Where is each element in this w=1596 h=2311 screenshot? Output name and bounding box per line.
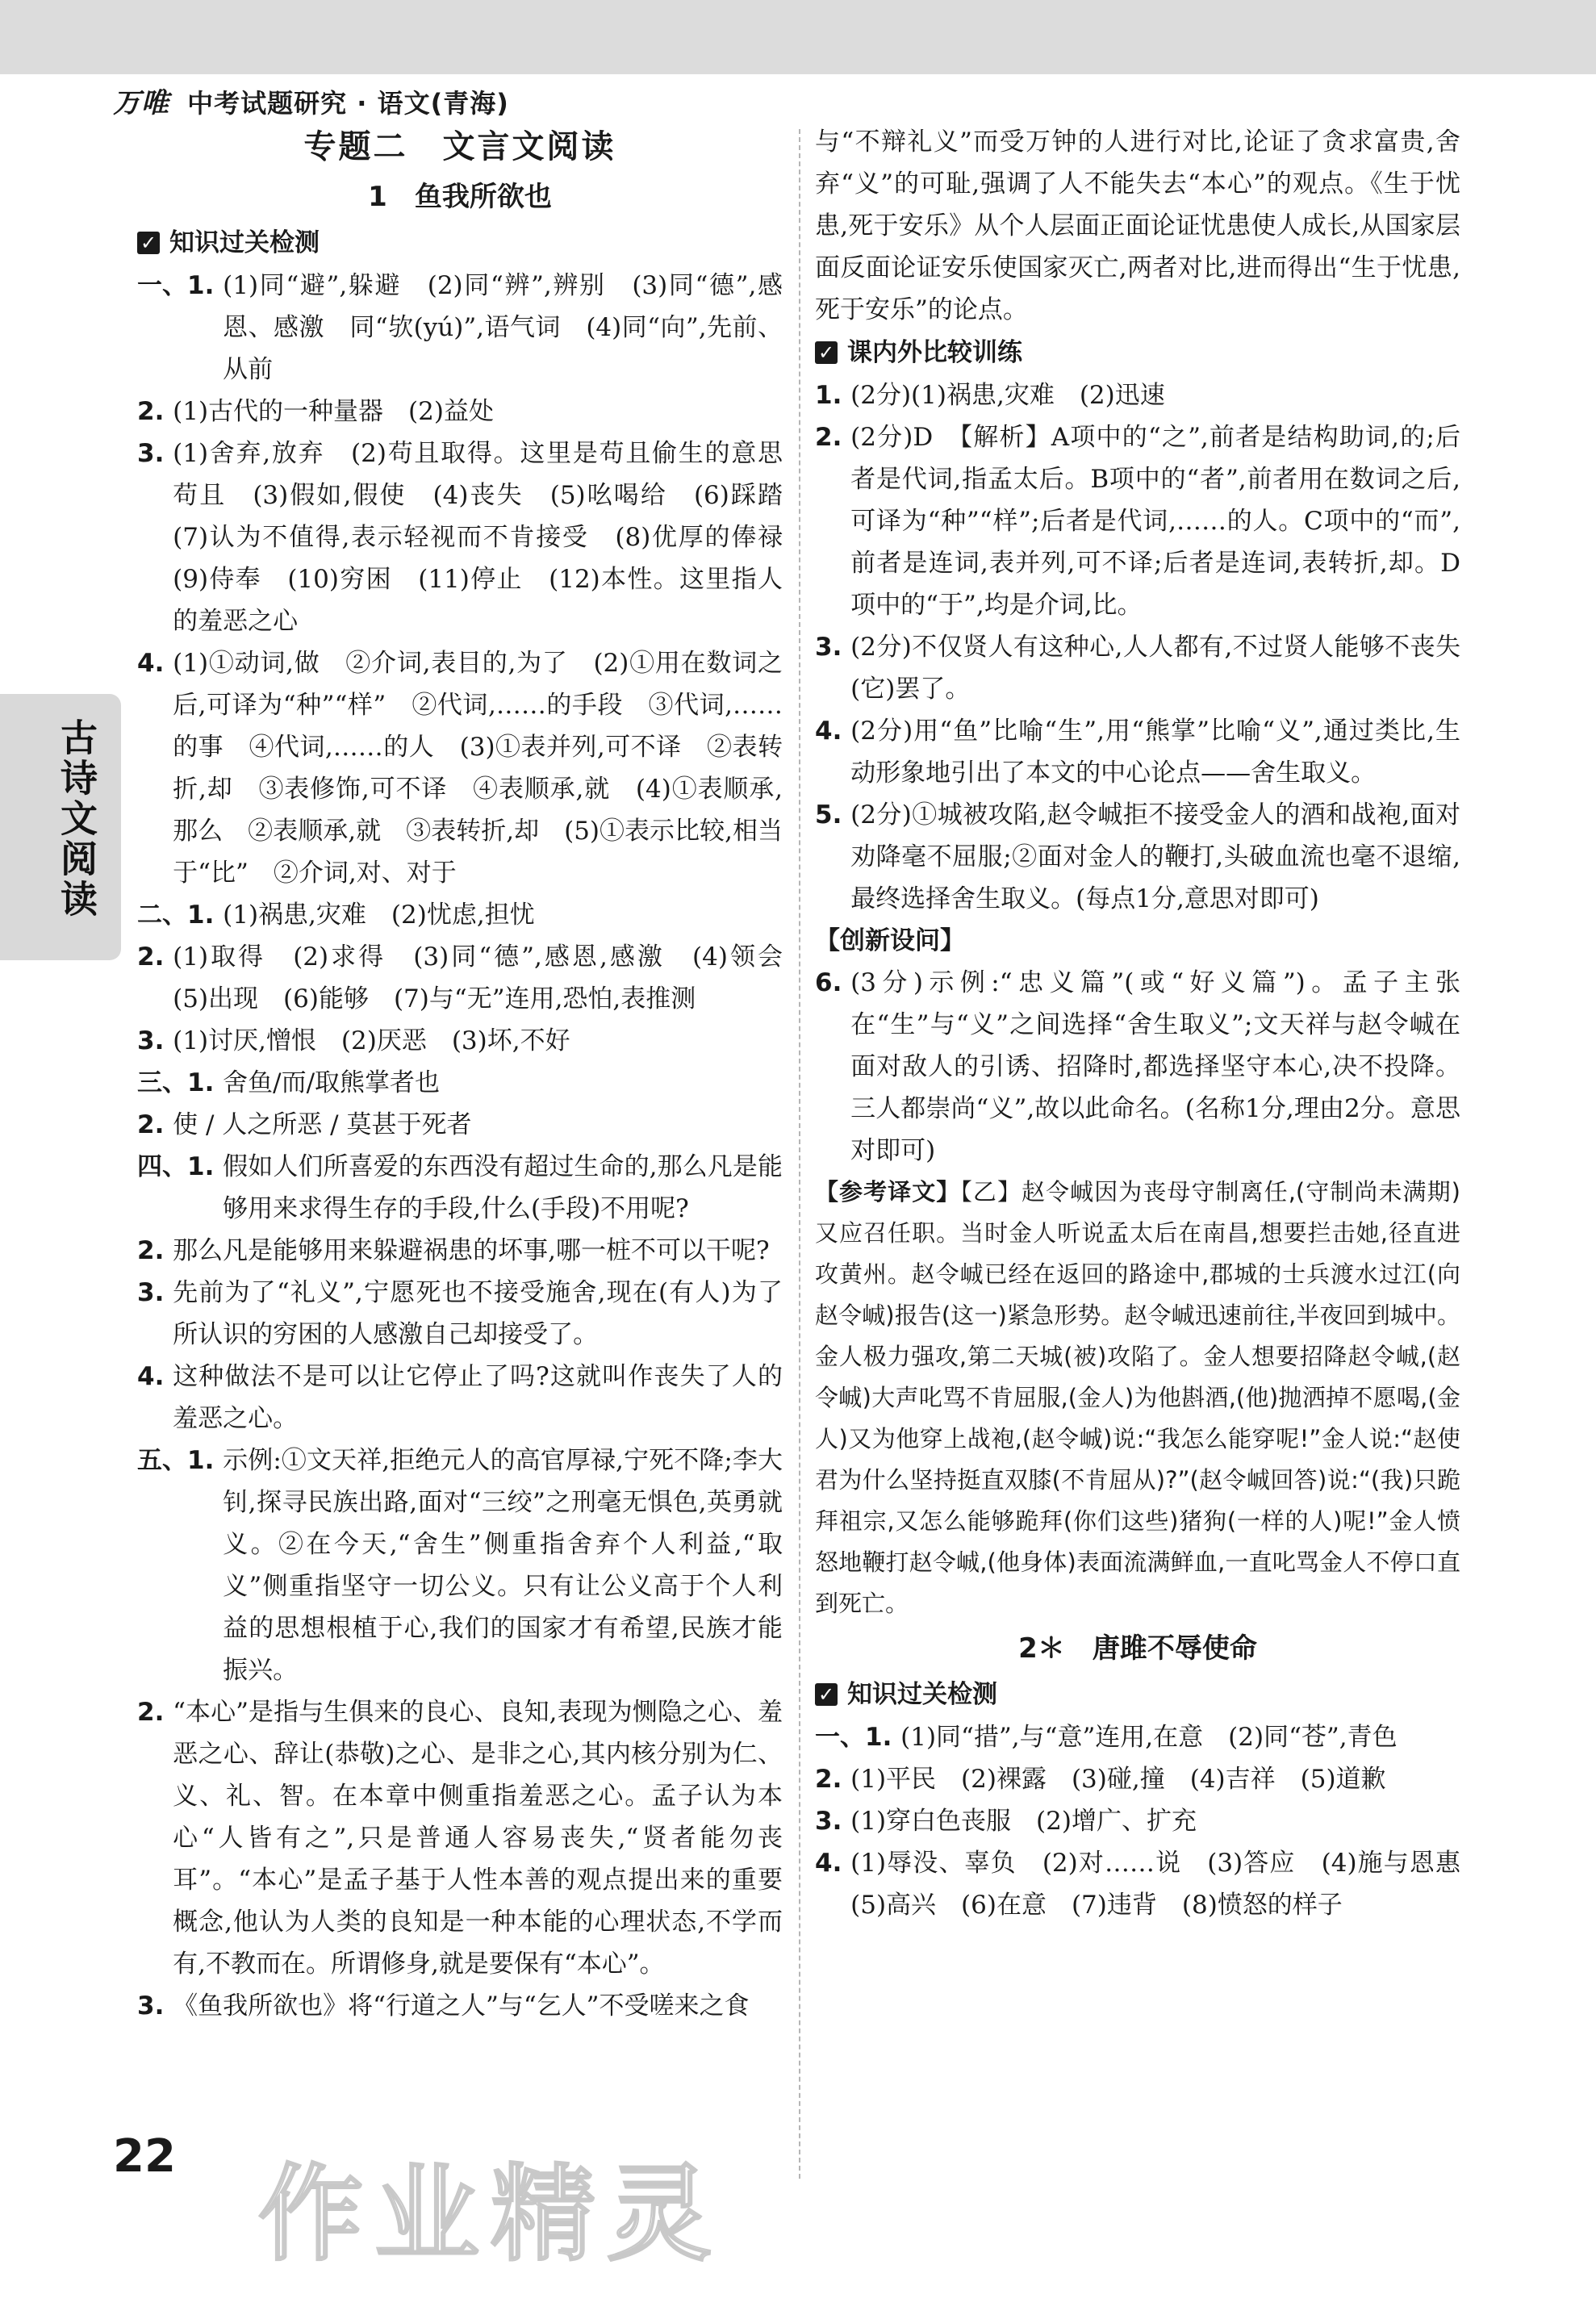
item-text: (2分)用“鱼”比喻“生”,用“熊掌”比喻“义”,通过类比,生动形象地引出了本文的中心论点——舍生取义。 xyxy=(850,717,1460,788)
item-text: 示例:①文天祥,拒绝元人的高官厚禄,宁死不降;李大钊,探寻民族出路,面对“三绞”之刑毫无惧色,英勇就义。②在今天,“舍生”侧重指舍弃个人利益,“取义”侧重指坚守一切公义。只有让公义高于个人利益的思想根植于心,我们的国家才有希望,民族才能振兴。 xyxy=(223,1446,783,1685)
right-column xyxy=(815,121,1485,1926)
item-number: 3. xyxy=(137,1278,173,1307)
item-number: 一、1. xyxy=(137,271,224,300)
header-title: 中考试题研究 · 语文(青海) xyxy=(187,88,509,119)
item-number: 2. xyxy=(137,1236,173,1265)
list-item xyxy=(815,1716,1460,1758)
section-label: 知识过关检测 xyxy=(169,228,320,257)
checkbox-icon: ✓ xyxy=(815,1683,838,1706)
page-number: 22 xyxy=(113,2130,176,2183)
item-number: 3. xyxy=(137,1026,173,1055)
column-divider xyxy=(799,129,800,2179)
watermark: 作业精灵 xyxy=(258,2153,724,2275)
list-item xyxy=(815,1800,1460,1842)
page-header xyxy=(113,81,509,120)
item-text: 使 / 人之所恶 / 莫甚于死者 xyxy=(173,1110,472,1139)
brand-logo: 万唯 xyxy=(113,87,169,119)
answer-list xyxy=(137,265,808,2027)
reference-translation xyxy=(815,1172,1460,1624)
item-number: 3. xyxy=(137,439,173,468)
list-item xyxy=(137,1985,783,2027)
answer-list xyxy=(815,374,1460,920)
top-bar xyxy=(0,0,1596,74)
item-text: (1)祸患,灾难 (2)忧虑,担忧 xyxy=(223,901,535,930)
list-item xyxy=(137,265,783,391)
item-text: (1)①动词,做 ②介词,表目的,为了 (2)①用在数词之后,可译为“种”“样” ②代词,……的手段 ③代词,……的事 ④代词,……的人 (3)①表并列,可不译 ②表转折,却 ③表修饰,可不译 ④表顺承,就 (4)①表顺承,那么 ②表顺承,就 ③表转折,却 (5)①表示比较,相当于“比” ②介词,对、对于 xyxy=(173,649,783,888)
item-text: (2分)D 【解析】A项中的“之”,前者是结构助词,的;后者是代词,指孟太后。B项中的“者”,前者用在数词之后,可译为“种”“样”;后者是代词,……的人。C项中的“而”,前者是连词,表并列,可不译;后者是连词,表转折,却。D项中的“于”,均是介词,比。 xyxy=(850,423,1460,620)
item-number: 三、1. xyxy=(137,1068,224,1097)
list-item xyxy=(137,1691,783,1985)
item-text: 这种做法不是可以让它停止了吗?这就叫作丧失了人的羞恶之心。 xyxy=(173,1362,783,1433)
item-text: (3分)示例:“忠义篇”(或“好义篇”)。孟子主张在“生”与“义”之间选择“舍生取义”;文天祥与赵令峸在面对敌人的引诱、招降时,都选择坚守本心,决不投降。三人都崇尚“义”,故以此命名。(名称1分,理由2分。意思对即可) xyxy=(850,968,1460,1165)
section-heading xyxy=(815,331,1460,374)
item-text: (1)同“措”,与“意”连用,在意 (2)同“苍”,青色 xyxy=(900,1723,1398,1752)
left-column xyxy=(137,121,808,2027)
list-item xyxy=(137,1062,783,1104)
list-item xyxy=(815,710,1460,794)
list-item xyxy=(137,433,808,642)
item-text: (1)讨厌,憎恨 (2)厌恶 (3)坏,不好 xyxy=(173,1026,570,1055)
item-number: 2. xyxy=(137,942,173,972)
item-text: (2分)①城被攻陷,赵令峸拒不接受金人的酒和战袍,面对劝降毫不屈服;②面对金人的鞭打,头破血流也毫不退缩,最终选择舍生取义。(每点1分,意思对即可) xyxy=(850,800,1460,913)
item-text: (1)平民 (2)裸露 (3)碰,撞 (4)吉祥 (5)道歉 xyxy=(850,1765,1386,1794)
item-text: (2分)(1)祸患,灾难 (2)迅速 xyxy=(850,381,1165,410)
item-number: 3. xyxy=(815,633,851,662)
list-item xyxy=(137,642,783,894)
item-number: 4. xyxy=(815,1849,851,1878)
item-text: 那么凡是能够用来躲避祸患的坏事,哪一桩不可以干呢? xyxy=(173,1236,770,1265)
translation-label: 【参考译文】 xyxy=(815,1178,961,1206)
item-text: “本心”是指与生俱来的良心、良知,表现为恻隐之心、羞恶之心、辞让(恭敬)之心、是非之心,其内核分别为仁、义、礼、智。在本章中侧重指羞恶之心。孟子认为本心“人皆有之”,只是普通人容易丧失,“贤者能勿丧耳”。“本心”是孟子基于人性本善的观点提出来的重要概念,他认为人类的良知是一种本能的心理状态,不学而有,不教而在。所谓修身,就是要保有“本心”。 xyxy=(173,1698,783,1979)
item-text: (1)取得 (2)求得 (3)同“德”,感恩,感激 (4)领会 (5)出现 (6)能够 (7)与“无”连用,恐怕,表推测 xyxy=(173,942,808,1013)
section-heading xyxy=(815,1673,1460,1716)
list-item xyxy=(137,1356,783,1440)
item-number: 5. xyxy=(815,800,851,830)
item-number: 四、1. xyxy=(137,1152,224,1181)
item-number: 3. xyxy=(137,1991,173,2021)
list-item xyxy=(137,1440,783,1691)
item-number: 二、1. xyxy=(137,901,224,930)
continued-text: 与“不辩礼义”而受万钟的人进行对比,论证了贪求富贵,舍弃“义”的可耻,强调了人不能失去“本心”的观点。《生于忧患,死于安乐》从个人层面正面论证忧患使人成长,从国家层面反面论证安乐使国家灭亡,两者对比,进而得出“生于忧患,死于安乐”的论点。 xyxy=(815,127,1460,324)
list-item xyxy=(815,374,1460,416)
answer-list xyxy=(815,1716,1485,1926)
section-heading xyxy=(137,221,783,265)
list-item xyxy=(815,626,1460,710)
item-number: 4. xyxy=(137,1362,173,1391)
section-label: 课内外比较训练 xyxy=(847,338,1022,367)
topic-title: 专题二 文言文阅读 xyxy=(303,128,616,165)
list-item xyxy=(137,894,783,936)
list-item xyxy=(137,1146,783,1230)
list-item xyxy=(137,391,783,433)
lesson-title: 2＊ 唐雎不辱使命 xyxy=(1018,1632,1257,1665)
list-item xyxy=(137,936,808,1020)
item-number: 6. xyxy=(815,968,851,997)
item-number: 3. xyxy=(815,1807,851,1836)
item-number: 五、1. xyxy=(137,1446,224,1475)
item-text: (1)古代的一种量器 (2)益处 xyxy=(173,397,494,426)
side-tab-label: 古诗文阅读 xyxy=(55,718,98,920)
side-tab xyxy=(0,694,121,960)
item-text: (2分)不仅贤人有这种心,人人都有,不过贤人能够不丧失(它)罢了。 xyxy=(850,633,1460,704)
list-item xyxy=(815,1842,1485,1926)
list-item xyxy=(815,962,1460,1172)
item-text: 舍鱼/而/取熊掌者也 xyxy=(223,1068,441,1097)
list-item xyxy=(815,794,1460,920)
lesson-title: 1 鱼我所欲也 xyxy=(368,181,552,213)
innovate-heading: 【创新设问】 xyxy=(815,926,965,955)
checkbox-icon: ✓ xyxy=(137,232,160,254)
item-text: 《鱼我所欲也》将“行道之人”与“乞人”不受嗟来之食 xyxy=(173,1991,750,2021)
list-item xyxy=(815,1758,1460,1800)
item-number: 2. xyxy=(815,423,851,452)
item-text: 假如人们所喜爱的东西没有超过生命的,那么凡是能够用来求得生存的手段,什么(手段)不用呢? xyxy=(223,1152,783,1223)
item-number: 4. xyxy=(137,649,173,678)
item-text: (1)辱没、辜负 (2)对……说 (3)答应 (4)施与恩惠 (5)高兴 (6)在意 (7)违背 (8)愤怒的样子 xyxy=(850,1849,1485,1920)
list-item xyxy=(137,1272,783,1356)
item-number: 4. xyxy=(815,717,851,746)
list-item xyxy=(137,1020,783,1062)
item-number: 2. xyxy=(815,1765,851,1794)
translation-text: 【乙】赵令峸因为丧母守制离任,(守制尚未满期)又应召任职。当时金人听说孟太后在南昌,想要拦击她,径直进攻黄州。赵令峸已经在返回的路途中,郡城的士兵渡水过江(向赵令峸)报告(这一)紧急形势。赵令峸迅速前往,半夜回到城中。金人极力强攻,第二天城(被)攻陷了。金人想要招降赵令峸,(赵令峸)大声叱骂不肯屈服,(金人)为他斟酒,(他)抛洒掉不愿喝,(金人)又为他穿上战袍,(赵令峸)说:“我怎么能穿呢!”金人说:“赵使君为什么坚持挺直双膝(不肯屈从)?”(赵令峸回答)说:“(我)只跪拜祖宗,又怎么能够跪拜(你们这些)猪狗(一样的人)呢!”金人愤怒地鞭打赵令峸,(他身体)表面流满鲜血,一直叱骂金人不停口直到死亡。 xyxy=(815,1178,1460,1617)
item-number: 一、1. xyxy=(815,1723,901,1752)
item-text: (1)穿白色丧服 (2)增广、扩充 xyxy=(850,1807,1197,1836)
item-number: 2. xyxy=(137,397,173,426)
item-text: (1)同“避”,躲避 (2)同“辨”,辨别 (3)同“德”,感恩、感激 同“欤(yú)”,语气词 (4)同“向”,先前、从前 xyxy=(223,271,783,384)
list-item xyxy=(137,1104,783,1146)
checkbox-icon: ✓ xyxy=(815,341,838,364)
item-number: 2. xyxy=(137,1110,173,1139)
list-item xyxy=(137,1230,783,1272)
section-label: 知识过关检测 xyxy=(847,1680,997,1709)
list-item xyxy=(815,416,1460,626)
item-number: 1. xyxy=(815,381,851,410)
item-number: 2. xyxy=(137,1698,173,1727)
item-text: 先前为了“礼义”,宁愿死也不接受施舍,现在(有人)为了所认识的穷困的人感激自己却接受了。 xyxy=(173,1278,783,1349)
item-text: (1)舍弃,放弃 (2)苟且取得。这里是苟且偷生的意思 苟且 (3)假如,假使 (4)丧失 (5)吆喝给 (6)踩踏 (7)认为不值得,表示轻视而不肯接受 (8)优厚的俸禄 (9)侍奉 (10)穷困 (11)停止 (12)本性。这里指人的羞恶之心 xyxy=(173,439,808,636)
